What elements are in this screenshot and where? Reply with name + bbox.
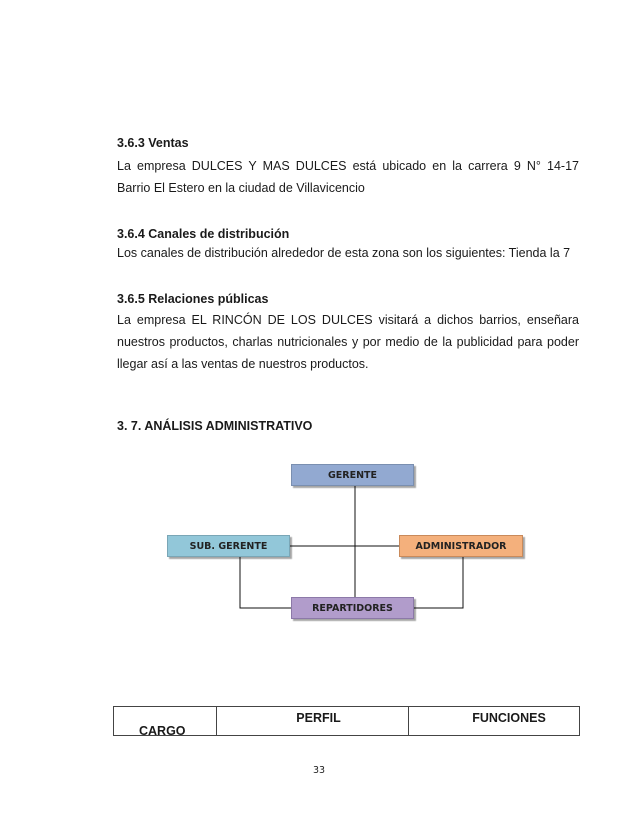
- table-header-perfil-label: PERFIL: [296, 711, 341, 725]
- paragraph-line: nuestros productos, charlas nutricionales y por medio de la publicidad para poder: [117, 335, 579, 349]
- paragraph-line: La empresa DULCES Y MAS DULCES está ubicado en la carrera 9 N° 14-17: [117, 159, 579, 173]
- page-number: 33: [312, 765, 326, 776]
- table-header-perfil: [217, 707, 409, 736]
- paragraph-line: llegar así a las ventas de nuestros productos.: [117, 357, 369, 371]
- paragraph-line: Los canales de distribución alrededor de esta zona son los siguientes: Tienda la 7: [117, 246, 571, 260]
- org-box-administrador: ADMINISTRADOR: [399, 535, 523, 557]
- cargo-table: [113, 706, 580, 736]
- table-header-cargo: [114, 707, 217, 736]
- connector-subgerente-repartidores: [240, 557, 291, 608]
- org-box-repartidores: REPARTIDORES: [291, 597, 414, 619]
- heading-canales-distribucion: 3.6.4 Canales de distribución: [117, 227, 290, 241]
- paragraph-line: La empresa EL RINCÓN DE LOS DULCES visitará a dichos barrios, enseñara: [117, 313, 579, 327]
- heading-relaciones-publicas: 3.6.5 Relaciones públicas: [117, 292, 269, 306]
- org-box-gerente: GERENTE: [291, 464, 414, 486]
- table-header-cargo-label: CARGO: [139, 724, 186, 738]
- section-title-analisis-administrativo: 3. 7. ANÁLISIS ADMINISTRATIVO: [117, 419, 313, 433]
- table-header-row: [114, 707, 580, 736]
- table-header-funciones-label: FUNCIONES: [472, 711, 546, 725]
- heading-ventas: 3.6.3 Ventas: [117, 136, 189, 150]
- org-box-sub-gerente: SUB. GERENTE: [167, 535, 290, 557]
- connector-administrador-repartidores: [414, 557, 463, 608]
- table-header-funciones: [409, 707, 580, 736]
- paragraph-line: Barrio El Estero en la ciudad de Villavicencio: [117, 181, 365, 195]
